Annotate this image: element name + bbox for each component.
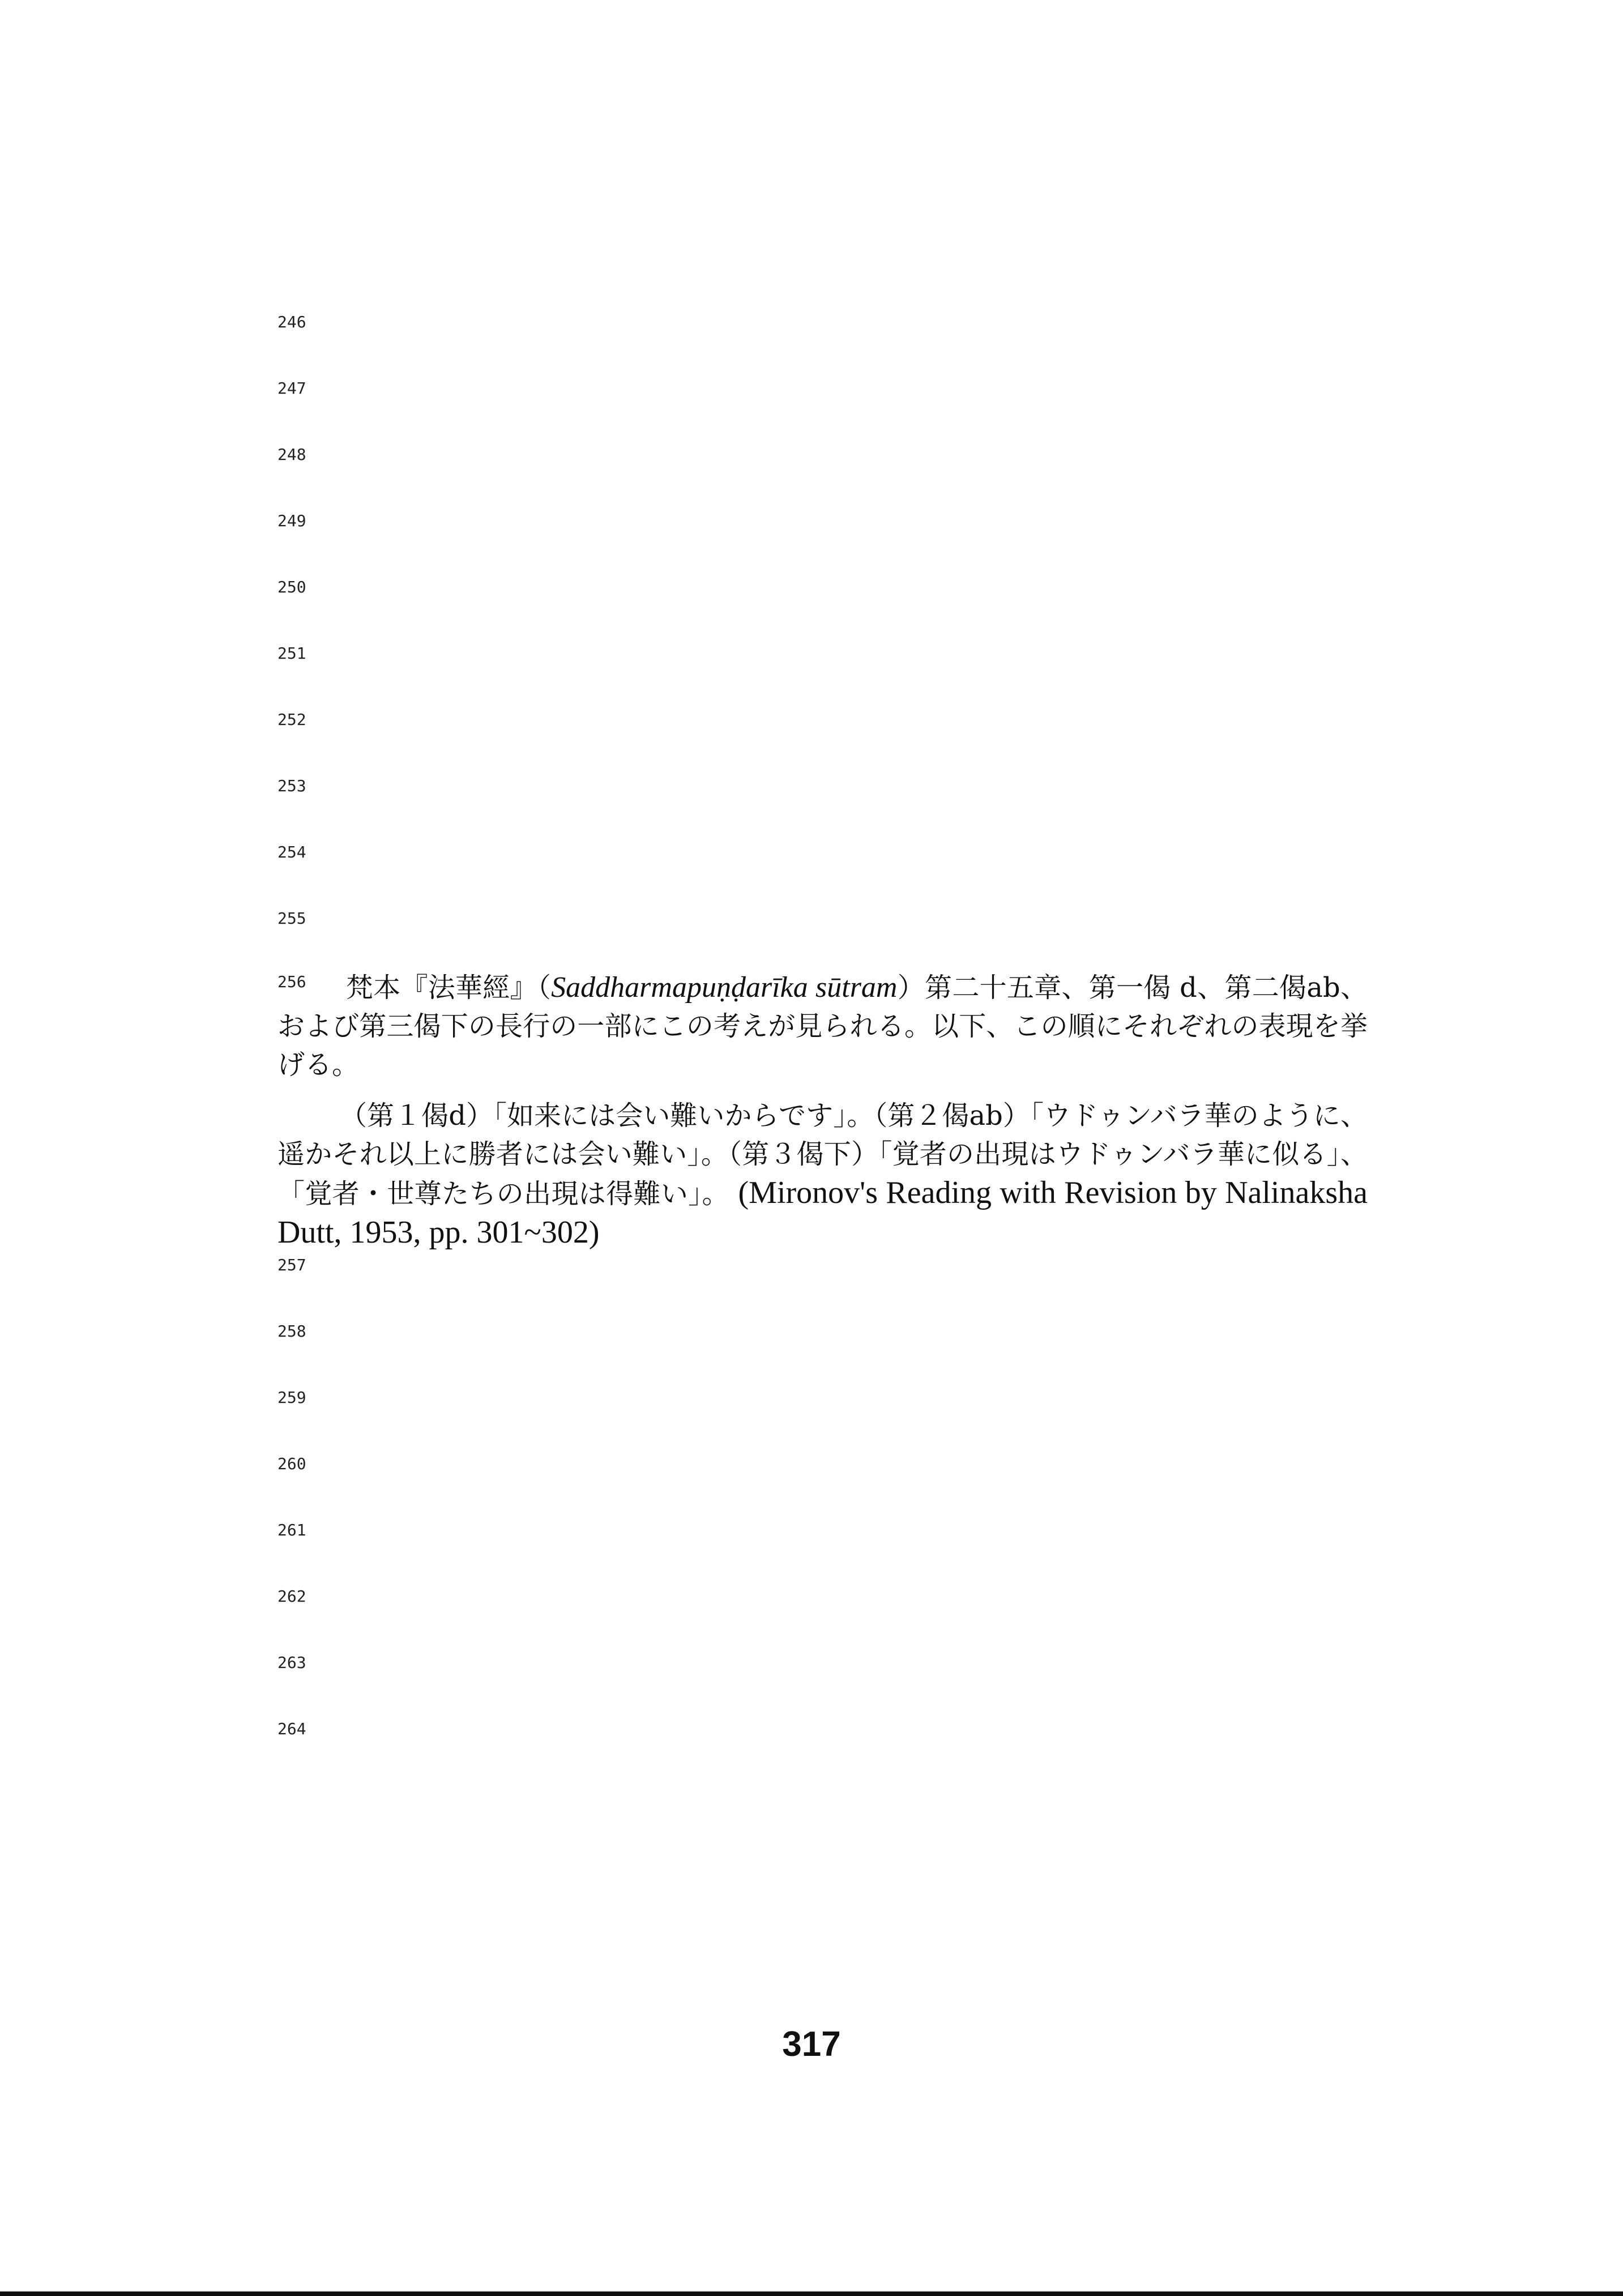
footnote-number: 250 (277, 578, 306, 596)
footnote-number: 262 (277, 1587, 306, 1606)
bottom-rule (0, 2291, 1623, 2296)
footnote-number: 252 (277, 710, 306, 729)
footnote-number: 247 (277, 379, 306, 398)
footnote-number: 259 (277, 1388, 306, 1407)
footnote-number: 256 (277, 972, 306, 991)
quoted-passages: （第１偈d）「如来には会い難いからです」。（第２偈ab）「ウドゥンバラ華のように、遥かそれ以上に勝者には会い難い」。（第３偈下）「覚者の出現はウドゥンバラ華に似る」、「覚者・世尊たちの出現は得難い」。 (277, 1100, 1368, 1210)
footnote-number: 261 (277, 1521, 306, 1539)
footnote-number: 257 (277, 1256, 306, 1274)
footnote-number: 248 (277, 445, 306, 464)
citation: (Mironov's Reading with Revision by Nalinaksha Dutt, 1953, pp. 301~302) (277, 1175, 1368, 1250)
footnote-number: 253 (277, 776, 306, 795)
paragraph-text-suffix: ）第二十五章、第一偈 d、第二偈ab、および第三偈下の長行の一部にこの考えが見られる。以下、この順にそれぞれの表現を挙げる。 (277, 972, 1368, 1081)
footnote-paragraph-2 (277, 1096, 1368, 1253)
footnote-number: 264 (277, 1719, 306, 1738)
footnote-number: 260 (277, 1454, 306, 1473)
sanskrit-title: Saddharmapuṇḍarīka sūtram (551, 971, 898, 1004)
page-number: 317 (782, 2025, 841, 2064)
footnote-number: 254 (277, 843, 306, 861)
footnote-256 (277, 963, 1368, 1253)
paragraph-text-prefix: 梵本『法華經』（ (345, 972, 552, 1004)
footnote-number: 255 (277, 909, 306, 928)
footnote-number: 251 (277, 644, 306, 663)
footnote-number: 246 (277, 313, 306, 331)
footnote-paragraph-1 (277, 963, 1368, 1084)
footnote-number: 258 (277, 1322, 306, 1341)
footnote-number: 249 (277, 511, 306, 530)
footnote-number: 263 (277, 1653, 306, 1672)
